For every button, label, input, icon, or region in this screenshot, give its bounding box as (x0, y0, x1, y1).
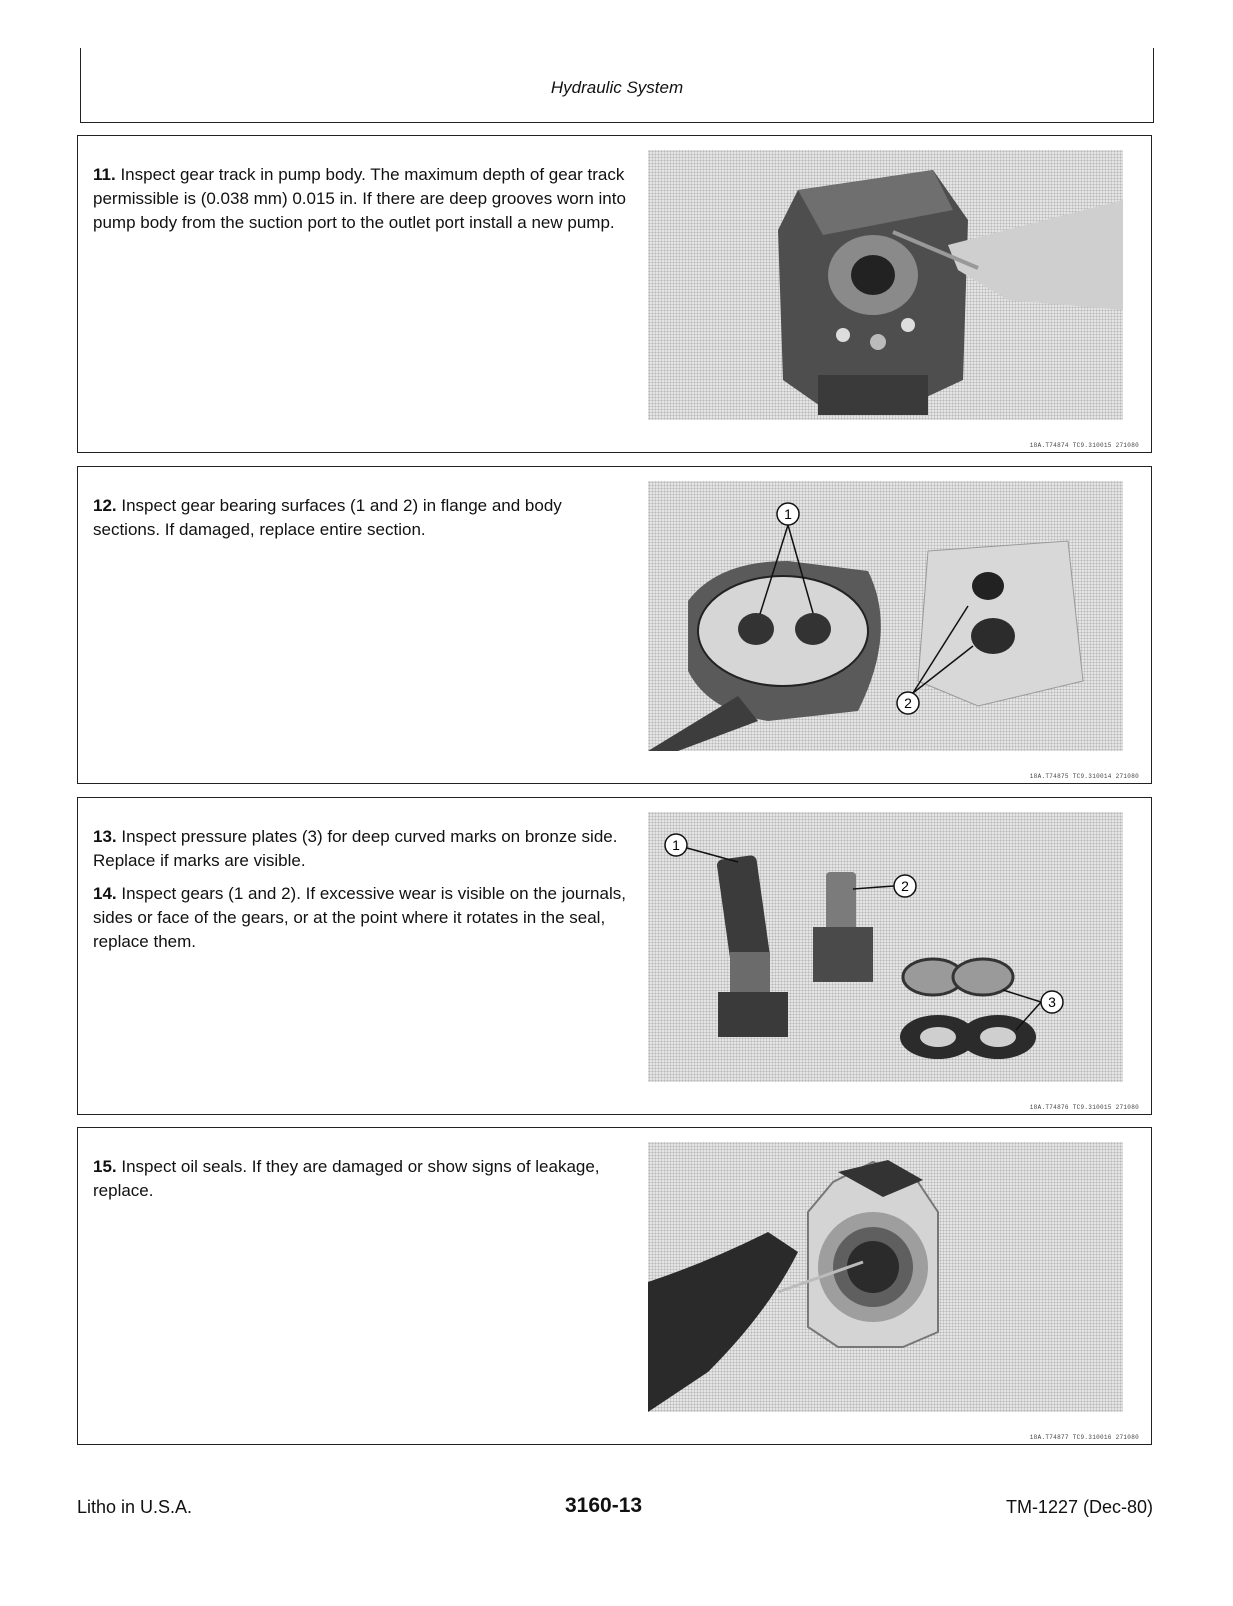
step-11-panel (77, 135, 1152, 453)
callout-1-label: 1 (784, 506, 792, 522)
pump-body-illustration (648, 150, 1123, 420)
page-title: Hydraulic System (550, 78, 684, 97)
step-13-paragraph (93, 825, 633, 873)
callout-2-label: 2 (904, 695, 912, 711)
page-number: 3160-13 (565, 1494, 643, 1517)
step-15-paragraph (93, 1155, 633, 1203)
bearing-surfaces-photo (648, 481, 1123, 751)
step-text: Inspect gear track in pump body. The maximum depth of gear track permissible is (0.038 mm) 0.015 in. If there are deep grooves worn into pump body from the suction port to the outlet port install a new pump. (93, 165, 626, 232)
step-15-text-block (93, 1155, 633, 1212)
step-number: 15. (93, 1157, 117, 1176)
callout-2-label: 2 (901, 878, 909, 894)
callout-1-label: 1 (672, 837, 680, 853)
step-13-14-text-block (93, 825, 633, 963)
step-14-paragraph (93, 882, 633, 954)
step-number: 11. (93, 165, 116, 184)
figure-code: 18A.T74876 TC9.310015 271080 (1029, 1104, 1139, 1111)
oil-seals-illustration (648, 1142, 1123, 1412)
step-13-14-panel (77, 797, 1152, 1115)
gears-and-plates-photo (648, 812, 1123, 1082)
step-15-panel (77, 1127, 1152, 1445)
gears-and-plates-illustration (648, 812, 1123, 1082)
manual-id: TM-1227 (Dec-80) (1005, 1497, 1153, 1517)
step-number: 14. (93, 884, 117, 903)
bearing-surfaces-illustration (648, 481, 1123, 751)
step-text: Inspect oil seals. If they are damaged or show signs of leakage, replace. (93, 1157, 600, 1200)
figure-code: 18A.T74877 TC9.310016 271080 (1029, 1434, 1139, 1441)
step-12-panel (77, 466, 1152, 784)
oil-seals-photo (648, 1142, 1123, 1412)
step-text: Inspect pressure plates (3) for deep curved marks on bronze side. Replace if marks are visible. (93, 827, 618, 870)
step-number: 12. (93, 496, 117, 515)
step-12-text-block (93, 494, 633, 551)
callout-3-label: 3 (1048, 994, 1056, 1010)
step-number: 13. (93, 827, 117, 846)
step-text: Inspect gears (1 and 2). If excessive wear is visible on the journals, sides or face of the gears, or at the point where it rotates in the seal, replace them. (93, 884, 626, 951)
figure-code: 18A.T74875 TC9.310014 271080 (1029, 773, 1139, 780)
footer-print-note: Litho in U.S.A. (77, 1497, 193, 1517)
step-text: Inspect gear bearing surfaces (1 and 2) in flange and body sections. If damaged, replace entire section. (93, 496, 562, 539)
step-11-text-block (93, 163, 633, 244)
pump-body-photo (648, 150, 1123, 420)
step-12-paragraph (93, 494, 633, 542)
figure-code: 18A.T74874 TC9.310015 271080 (1029, 442, 1139, 449)
step-11-paragraph (93, 163, 633, 235)
page-header (80, 48, 1154, 123)
